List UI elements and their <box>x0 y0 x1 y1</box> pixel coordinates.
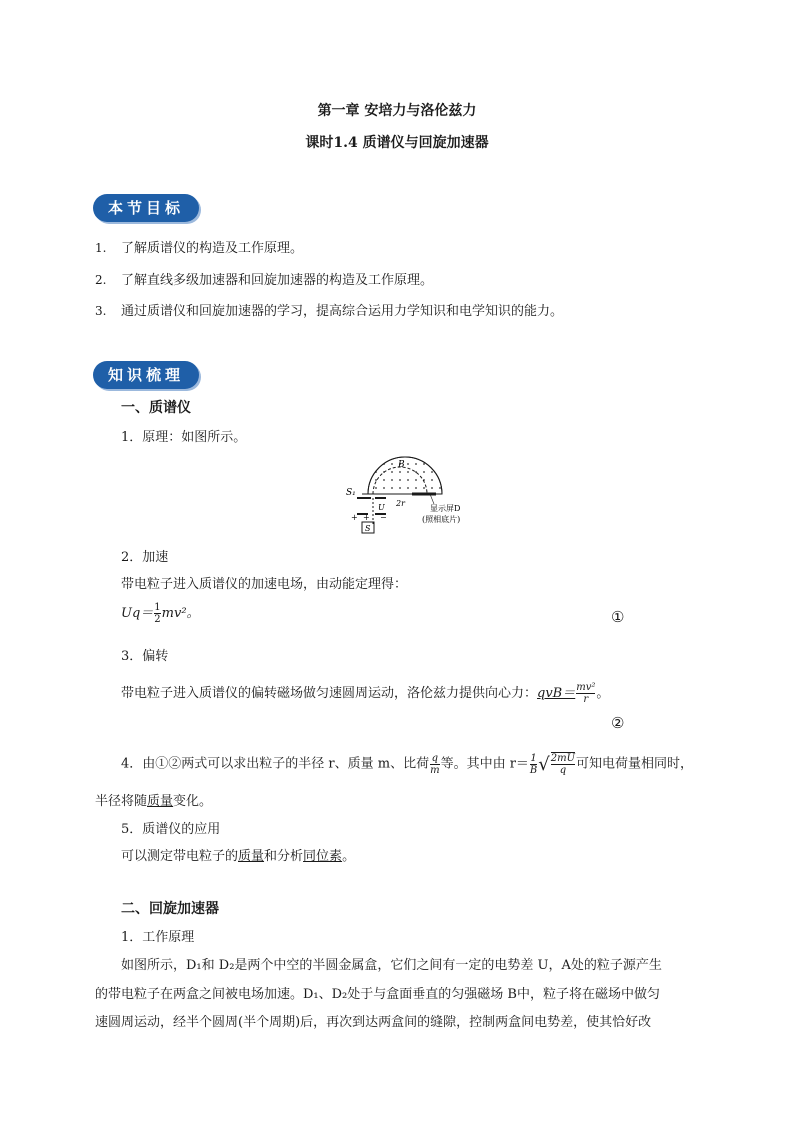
knowledge-badge: 知识梳理 <box>93 361 199 389</box>
minus-sign: − <box>380 513 387 522</box>
equation-1: Uq＝ $\frac{1}{2}$ mv²。 <box>121 602 200 625</box>
cyclotron-text-line2: 的带电粒子在两盒之间被电场加速。D₁、D₂处于与盒面垂直的匀强磁场 B中，粒子将在磁场中做匀 <box>95 987 660 1002</box>
cyclotron-text-line1: 如图所示，D₁和 D₂是两个中空的半圆金属盒，它们之间有一定的电势差 U，A处的粒子源产生 <box>121 958 662 973</box>
derivation-text: 4．由①②两式可以求出粒子的半径 r、质量 m、比荷 $\frac{q}{m}$ 等。其中由 r＝ $\frac{1}{B}$ √ $\frac{2mU}{q}$ 可知电荷量相同时， <box>121 752 694 776</box>
objective-item-1: 1. 了解质谱仪的构造及工作原理。 <box>95 241 304 256</box>
equation-2-marker: ② <box>611 714 625 732</box>
objective-item-3: 3. 通过质谱仪和回旋加速器的学习，提高综合运用力学知识和电学知识的能力。 <box>95 304 564 319</box>
acceleration-label: 2．加速 <box>121 550 169 565</box>
lesson-title: 课时1.4 质谱仪与回旋加速器 <box>305 135 489 151</box>
deflection-text: 带电粒子进入质谱仪的偏转磁场做匀速圆周运动，洛伦兹力提供向心力：qvB＝ $\frac{\text{mv²}}{r}$ 。 <box>121 682 610 705</box>
section-heading-mass-spectrometer: 一、质谱仪 <box>121 400 191 416</box>
application-label: 5．质谱仪的应用 <box>121 822 221 837</box>
diameter-label: 2r <box>396 499 405 508</box>
section-heading-cyclotron: 二、回旋加速器 <box>121 901 219 917</box>
equation-1-marker: ① <box>611 608 625 626</box>
film-label: (照相底片) <box>422 515 461 524</box>
application-text: 可以测定带电粒子的质量和分析同位素。 <box>121 849 356 864</box>
derivation-text-line2: 半径将随质量变化。 <box>95 794 213 809</box>
chapter-title: 第一章 安培力与洛伦兹力 <box>317 103 477 119</box>
objective-item-2: 2. 了解直线多级加速器和回旋加速器的构造及工作原理。 <box>95 273 434 288</box>
voltage-label: U <box>378 503 385 512</box>
plus-sign-right: + <box>363 513 370 522</box>
principle-label: 1．原理：如图所示。 <box>121 430 247 445</box>
objectives-badge: 本节目标 <box>93 194 199 222</box>
mass-spectrometer-figure <box>340 452 490 538</box>
deflection-label: 3．偏转 <box>121 649 169 664</box>
field-label: B <box>398 460 405 470</box>
cyclotron-text-line3: 速圆周运动，经半个圆周(半个周期)后，再次到达两盒间的缝隙，控制两盒间电势差，使其恰好改 <box>95 1015 652 1030</box>
magnetic-field-region <box>368 457 442 494</box>
s1-label: S₁ <box>346 488 356 498</box>
working-principle-label: 1．工作原理 <box>121 930 195 945</box>
plus-sign-left: + <box>351 513 358 522</box>
acceleration-text: 带电粒子进入质谱仪的加速电场，由动能定理得： <box>121 577 408 592</box>
source-label: S <box>365 524 371 533</box>
screen-label: 显示屏D <box>430 504 461 513</box>
